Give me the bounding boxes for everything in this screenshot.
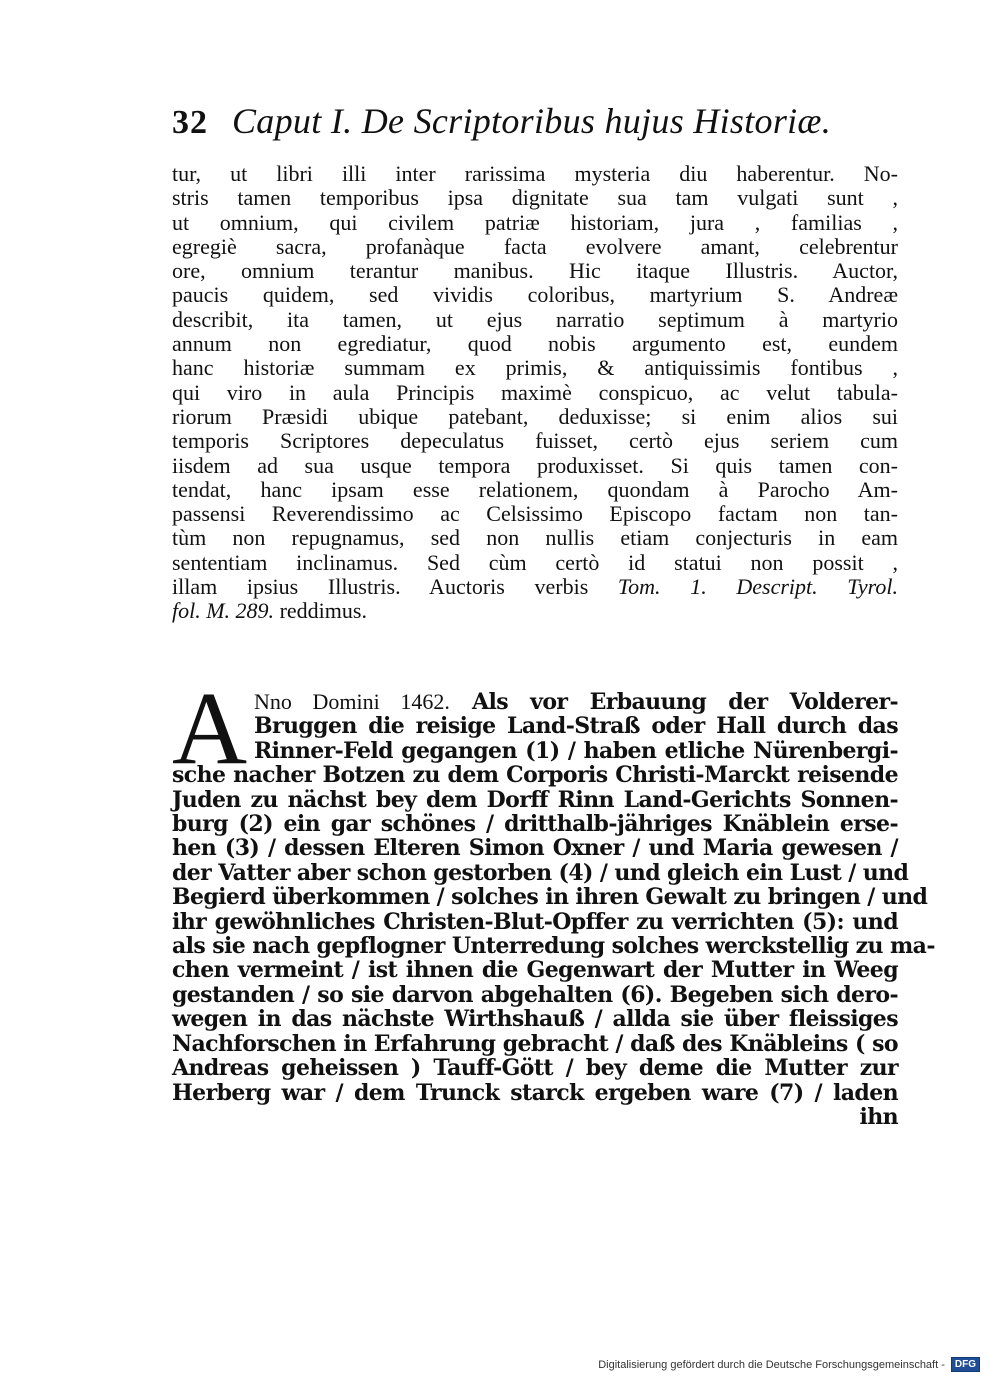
latin-line: tendat, hanc ipsam esse relationem, quondam à Parocho Am- [172,476,898,502]
german-line: sche nacher Botzen zu dem Corporis Christi-Marckt reisende [172,762,898,789]
catchword: ihn [859,1103,898,1130]
latin-line: tùm non repugnamus, sed non nullis etiam conjecturis in eam [172,525,898,551]
page-number: 32 [172,104,208,141]
german-line: als sie nach gepflogner Unterredung solches werckstellig zu ma- [172,933,935,960]
latin-line-with-ref [172,575,898,599]
latin-line: egregiè sacra, profanàque facta evolvere amant, celebrentur [172,233,898,259]
latin-line: qui viro in aula Principis maximè conspicuo, ac velut tabula- [172,379,898,405]
latin-line: iisdem ad sua usque tempora produxisset. Si quis tamen con- [172,452,898,478]
latin-line: sententiam inclinamus. Sed cùm certò id statui non possit , [172,549,898,575]
german-line: wegen in das nächste Wirthshauß / allda sie über fleissiges [172,1006,898,1033]
latin-line: tur, ut libri illi inter rarissima mysteria diu haberentur. No- [172,161,898,186]
german-line: Rinner-Feld gegangen (1) / haben etliche Nürenbergi- [254,737,898,764]
running-head: Caput I. De Scriptoribus hujus Historiæ. [232,101,832,141]
drop-cap: A [172,671,248,786]
latin-line: temporis Scriptores depeculatus fuisset, certò ejus seriem cum [172,428,898,454]
funding-credit: Digitalisierung gefördert durch die Deutsche Forschungsgemeinschaft - [598,1358,945,1371]
latin-line: ore, omnium terantur manibus. Hic itaque Illustris. Auctor, [172,258,898,284]
german-quotation [172,671,935,1130]
german-line: Herberg war / dem Trunck starck ergeben ware (7) / laden [172,1079,898,1106]
latin-line: passensi Reverendissimo ac Celsissimo Episcopo factam non tan- [172,501,898,527]
german-line: Nachforschen in Erfahrung gebracht / daß des Knäbleins ( so [172,1030,898,1057]
german-line: Bruggen die reisige Land-Straß oder Hall durch das [254,713,898,740]
german-line: der Vatter aber schon gestorben (4) / und gleich ein Lust / und [172,859,909,886]
latin-line: describit, ita tamen, ut ejus narratio septimum à martyrio [172,306,898,332]
german-line: ihr gewöhnliches Christen-Blut-Opffer zu verrichten (5): und [172,908,898,935]
folio-reference: fol. M. 289. [172,598,275,624]
german-line: Andreas geheissen ) Tauff-Gött / bey deme die Mutter zur [172,1055,898,1082]
dfg-logo-icon: DFG [951,1357,980,1372]
latin-line: hanc historiæ summam ex primis, & antiquissimis fontibus , [172,355,898,381]
latin-line-text: illam ipsius Illustris. Auctoris verbis [172,574,589,600]
german-line: hen (3) / dessen Elteren Simon Oxner / und Maria gewesen / [172,835,898,862]
german-line: chen vermeint / ist ihnen die Gegenwart der Mutter in Weeg [172,957,898,984]
latin-line: paucis quidem, sed vividis coloribus, martyrium S. Andreæ [172,282,898,308]
page-header [172,100,892,150]
german-line: Juden zu nächst bey dem Dorff Rinn Land-Gerichts Sonnen- [172,786,898,813]
latin-line: ut omnium, qui civilem patriæ historiam, jura , familias , [172,209,898,235]
latin-line: stris tamen temporibus ipsa dignitate sua tam vulgati sunt , [172,185,898,211]
german-line: Begierd überkommen / solches in ihren Gewalt zu bringen / und [172,884,928,911]
german-line: burg (2) ein gar schönes / dritthalb-jähriges Knäblein erse- [172,811,898,838]
latin-line-end: reddimus. [274,598,367,624]
source-reference: Tom. 1. Descript. Tyrol. [617,574,899,600]
latin-paragraph [172,162,898,624]
latin-line: annum non egrediatur, quod nobis argumento est, eundem [172,331,898,357]
date-phrase: Nno Domini 1462. [254,689,450,714]
german-line: gestanden / so sie darvon abgehalten (6). Begeben sich dero- [172,981,898,1008]
german-line-text: Als vor Erbauung der Volderer- [449,689,898,715]
german-line-first [172,690,898,714]
latin-line-final [172,599,898,623]
latin-line: riorum Præsidi ubique patebant, deduxisse; si enim alios sui [172,403,898,429]
digitization-footer [598,1357,980,1372]
